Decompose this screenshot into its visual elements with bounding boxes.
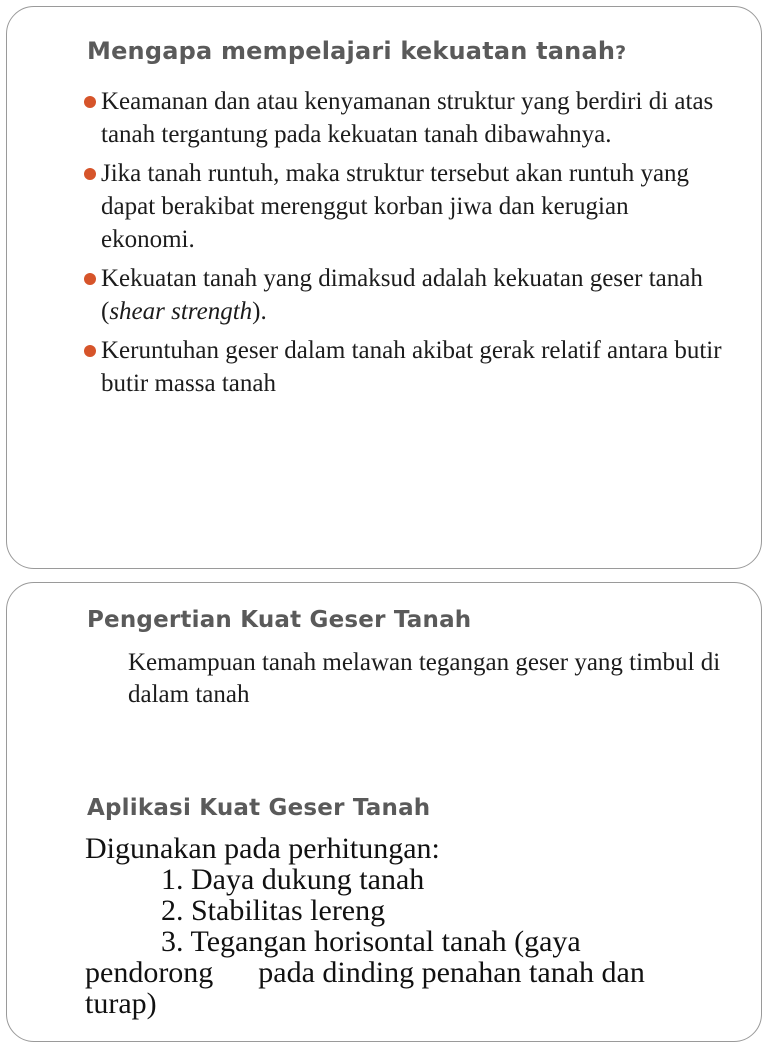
- bullet-list: [83, 85, 723, 406]
- bullet-item: [83, 262, 723, 328]
- bullet-dot-icon: [84, 273, 96, 285]
- bullet-item: [83, 157, 723, 256]
- bullet-text-end: ).: [252, 298, 267, 325]
- application-intro: Digunakan pada perhitungan:: [85, 832, 440, 865]
- definition-text: Kemampuan tanah melawan tegangan geser yang timbul di dalam tanah: [128, 649, 721, 708]
- application-continuation: turap): [85, 987, 157, 1020]
- bullet-text: Keamanan dan atau kenyamanan struktur yang berdiri di atas tanah tergantung pada kekuatan tanah dibawahnya.: [101, 88, 714, 148]
- application-block: [85, 833, 725, 1019]
- bullet-text: Kekuatan tanah yang dimaksud adalah kekuatan geser tanah (: [101, 265, 703, 325]
- slide-1: [6, 6, 762, 569]
- bullet-text: Keruntuhan geser dalam tanah akibat gerak relatif antara butir butir massa tanah: [101, 337, 722, 397]
- bullet-item: [83, 85, 723, 151]
- application-title: Aplikasi Kuat Geser Tanah: [87, 795, 431, 821]
- slide-1-title: [87, 37, 626, 65]
- application-item: 3. Tegangan horisontal tanah (gaya: [161, 925, 581, 958]
- bullet-dot-icon: [84, 96, 96, 108]
- definition-title: Pengertian Kuat Geser Tanah: [87, 607, 472, 633]
- bullet-item: [83, 334, 723, 400]
- bullet-dot-icon: [84, 345, 96, 357]
- bullet-italic-term: shear strength: [109, 298, 253, 325]
- bullet-text: Jika tanah runtuh, maka struktur tersebut akan runtuh yang dapat berakibat merenggut korban jiwa dan kerugian ekonomi.: [101, 160, 690, 253]
- slide-1-title-text: Mengapa mempelajari kekuatan tanah: [87, 37, 616, 65]
- application-continuation: pendorong pada dinding penahan tanah dan: [85, 956, 645, 989]
- application-item: 2. Stabilitas lereng: [161, 894, 386, 927]
- application-item: 1. Daya dukung tanah: [161, 863, 425, 896]
- bullet-dot-icon: [84, 168, 96, 180]
- slide-2: [6, 582, 762, 1042]
- slide-1-title-question-mark: ?: [615, 42, 627, 64]
